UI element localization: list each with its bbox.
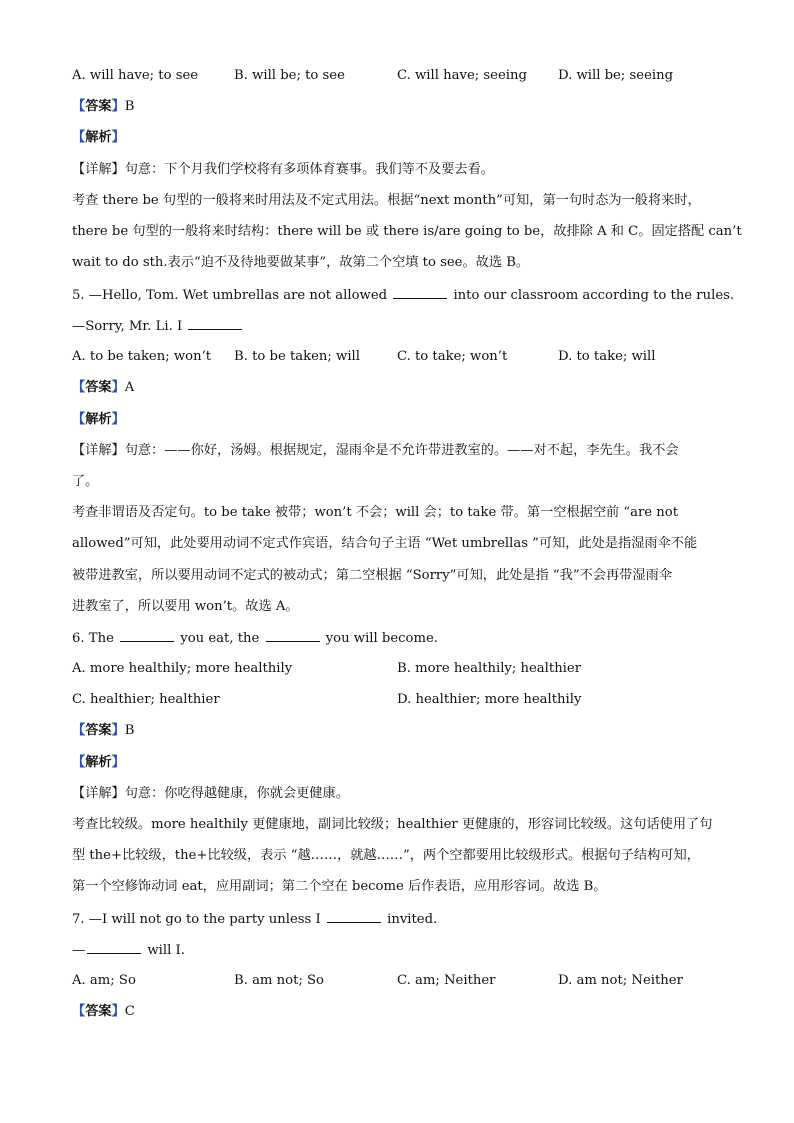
q5-para-2: allowed”可知，此处要用动词不定式作宾语，结合句子主语 “Wet umbrellas ”可知，此处是指湿雨伞不能 bbox=[72, 536, 698, 551]
explanation-label: 解析 bbox=[85, 130, 112, 145]
q5-option-d: D. to take; will bbox=[558, 349, 656, 364]
q5-stem-part-b: into our classroom according to the rules. bbox=[453, 288, 735, 303]
q6-para-1: 考查比较级。more healthily 更健康地，副词比较级；healthier 更健康的，形容词比较级。这句话使用了句 bbox=[72, 817, 713, 832]
answer-value: B bbox=[124, 99, 135, 114]
answer-blank bbox=[393, 286, 447, 299]
q6-stem bbox=[72, 629, 722, 648]
q6-explanation-heading: 【解析】 bbox=[72, 755, 125, 770]
q5-para-3: 被带进教室，所以要用动词不定式的被动式；第二空根据 “Sorry”可知，此处是指 “我”不会再带湿雨伞 bbox=[72, 568, 672, 583]
answer-label: 答案 bbox=[85, 99, 112, 114]
q7-option-c: C. am; Neither bbox=[397, 973, 496, 988]
q7-reply-part-b: will I. bbox=[147, 943, 185, 958]
q7-option-d: D. am not; Neither bbox=[558, 973, 683, 988]
q7-reply bbox=[72, 941, 722, 960]
q6-answer: 【答案】B bbox=[72, 723, 135, 738]
answer-label: 答案 bbox=[85, 380, 112, 395]
q4-detail: 【详解】句意：下个月我们学校将有多项体育赛事。我们等不及要去看。 bbox=[72, 162, 494, 177]
q5-reply-part-a: —Sorry, Mr. Li. I bbox=[72, 319, 183, 334]
q4-option-a: A. will have; to see bbox=[72, 68, 199, 83]
q5-detail-2: 了。 bbox=[72, 474, 99, 489]
q7-option-b: B. am not; So bbox=[234, 973, 324, 988]
answer-value: A bbox=[124, 380, 135, 395]
q6-option-a: A. more healthily; more healthily bbox=[72, 661, 293, 676]
q6-stem-part-b: you eat, the bbox=[180, 631, 260, 646]
q7-option-a: A. am; So bbox=[72, 973, 136, 988]
q7-stem bbox=[72, 910, 722, 929]
answer-blank bbox=[266, 629, 320, 642]
q4-option-c: C. will have; seeing bbox=[397, 68, 527, 83]
q6-option-d: D. healthier; more healthily bbox=[397, 692, 582, 707]
answer-value: C bbox=[124, 1004, 135, 1019]
q4-option-d: D. will be; seeing bbox=[558, 68, 674, 83]
q5-answer: 【答案】A bbox=[72, 380, 135, 395]
explanation-label: 解析 bbox=[85, 412, 112, 427]
q4-para-2: there be 句型的一般将来时结构：there will be 或 there is/are going to be，故排除 A 和 C。固定搭配 can’t bbox=[72, 224, 742, 239]
q5-stem bbox=[72, 286, 735, 305]
answer-value: B bbox=[124, 723, 135, 738]
q5-reply bbox=[72, 317, 722, 336]
q4-para-1: 考查 there be 句型的一般将来时用法及不定式用法。根据“next month”可知，第一句时态为一般将来时， bbox=[72, 193, 701, 208]
q6-option-c: C. healthier; healthier bbox=[72, 692, 220, 707]
q6-stem-part-a: 6. The bbox=[72, 631, 114, 646]
q4-answer: 【答案】B bbox=[72, 99, 135, 114]
q5-detail-1: 【详解】句意：——你好，汤姆。根据规定，湿雨伞是不允许带进教室的。——对不起，李先生。我不会 bbox=[72, 443, 679, 458]
q6-stem-part-c: you will become. bbox=[325, 631, 438, 646]
q5-explanation-heading: 【解析】 bbox=[72, 412, 125, 427]
q7-stem-part-b: invited. bbox=[387, 912, 438, 927]
q7-answer: 【答案】C bbox=[72, 1004, 135, 1019]
answer-blank bbox=[87, 941, 141, 954]
q6-detail: 【详解】句意：你吃得越健康，你就会更健康。 bbox=[72, 786, 349, 801]
answer-blank bbox=[120, 629, 174, 642]
q5-option-a: A. to be taken; won’t bbox=[72, 349, 212, 364]
q5-stem-part-a: 5. —Hello, Tom. Wet umbrellas are not allowed bbox=[72, 288, 388, 303]
q5-para-4: 进教室了，所以要用 won’t。故选 A。 bbox=[72, 599, 299, 614]
explanation-label: 解析 bbox=[85, 755, 112, 770]
answer-label: 答案 bbox=[85, 1004, 112, 1019]
q4-option-b: B. will be; to see bbox=[234, 68, 345, 83]
q4-explanation-heading: 【解析】 bbox=[72, 130, 125, 145]
q7-reply-part-a: — bbox=[72, 943, 86, 958]
q6-para-2: 型 the+比较级，the+比较级，表示 “越……，就越……”，两个空都要用比较级形式。根据句子结构可知， bbox=[72, 848, 700, 863]
q7-stem-part-a: 7. —I will not go to the party unless I bbox=[72, 912, 321, 927]
q5-para-1: 考查非谓语及否定句。to be take 被带；won’t 不会；will 会；to take 带。第一空根据空前 “are not bbox=[72, 505, 679, 520]
q5-option-c: C. to take; won’t bbox=[397, 349, 508, 364]
answer-blank bbox=[188, 317, 242, 330]
answer-label: 答案 bbox=[85, 723, 112, 738]
q4-para-3: wait to do sth.表示“迫不及待地要做某事”，故第二个空填 to see。故选 B。 bbox=[72, 255, 530, 270]
q6-option-b: B. more healthily; healthier bbox=[397, 661, 582, 676]
answer-blank bbox=[327, 910, 381, 923]
q5-option-b: B. to be taken; will bbox=[234, 349, 360, 364]
q6-para-3: 第一个空修饰动词 eat，应用副词；第二个空在 become 后作表语，应用形容词。故选 B。 bbox=[72, 879, 607, 894]
